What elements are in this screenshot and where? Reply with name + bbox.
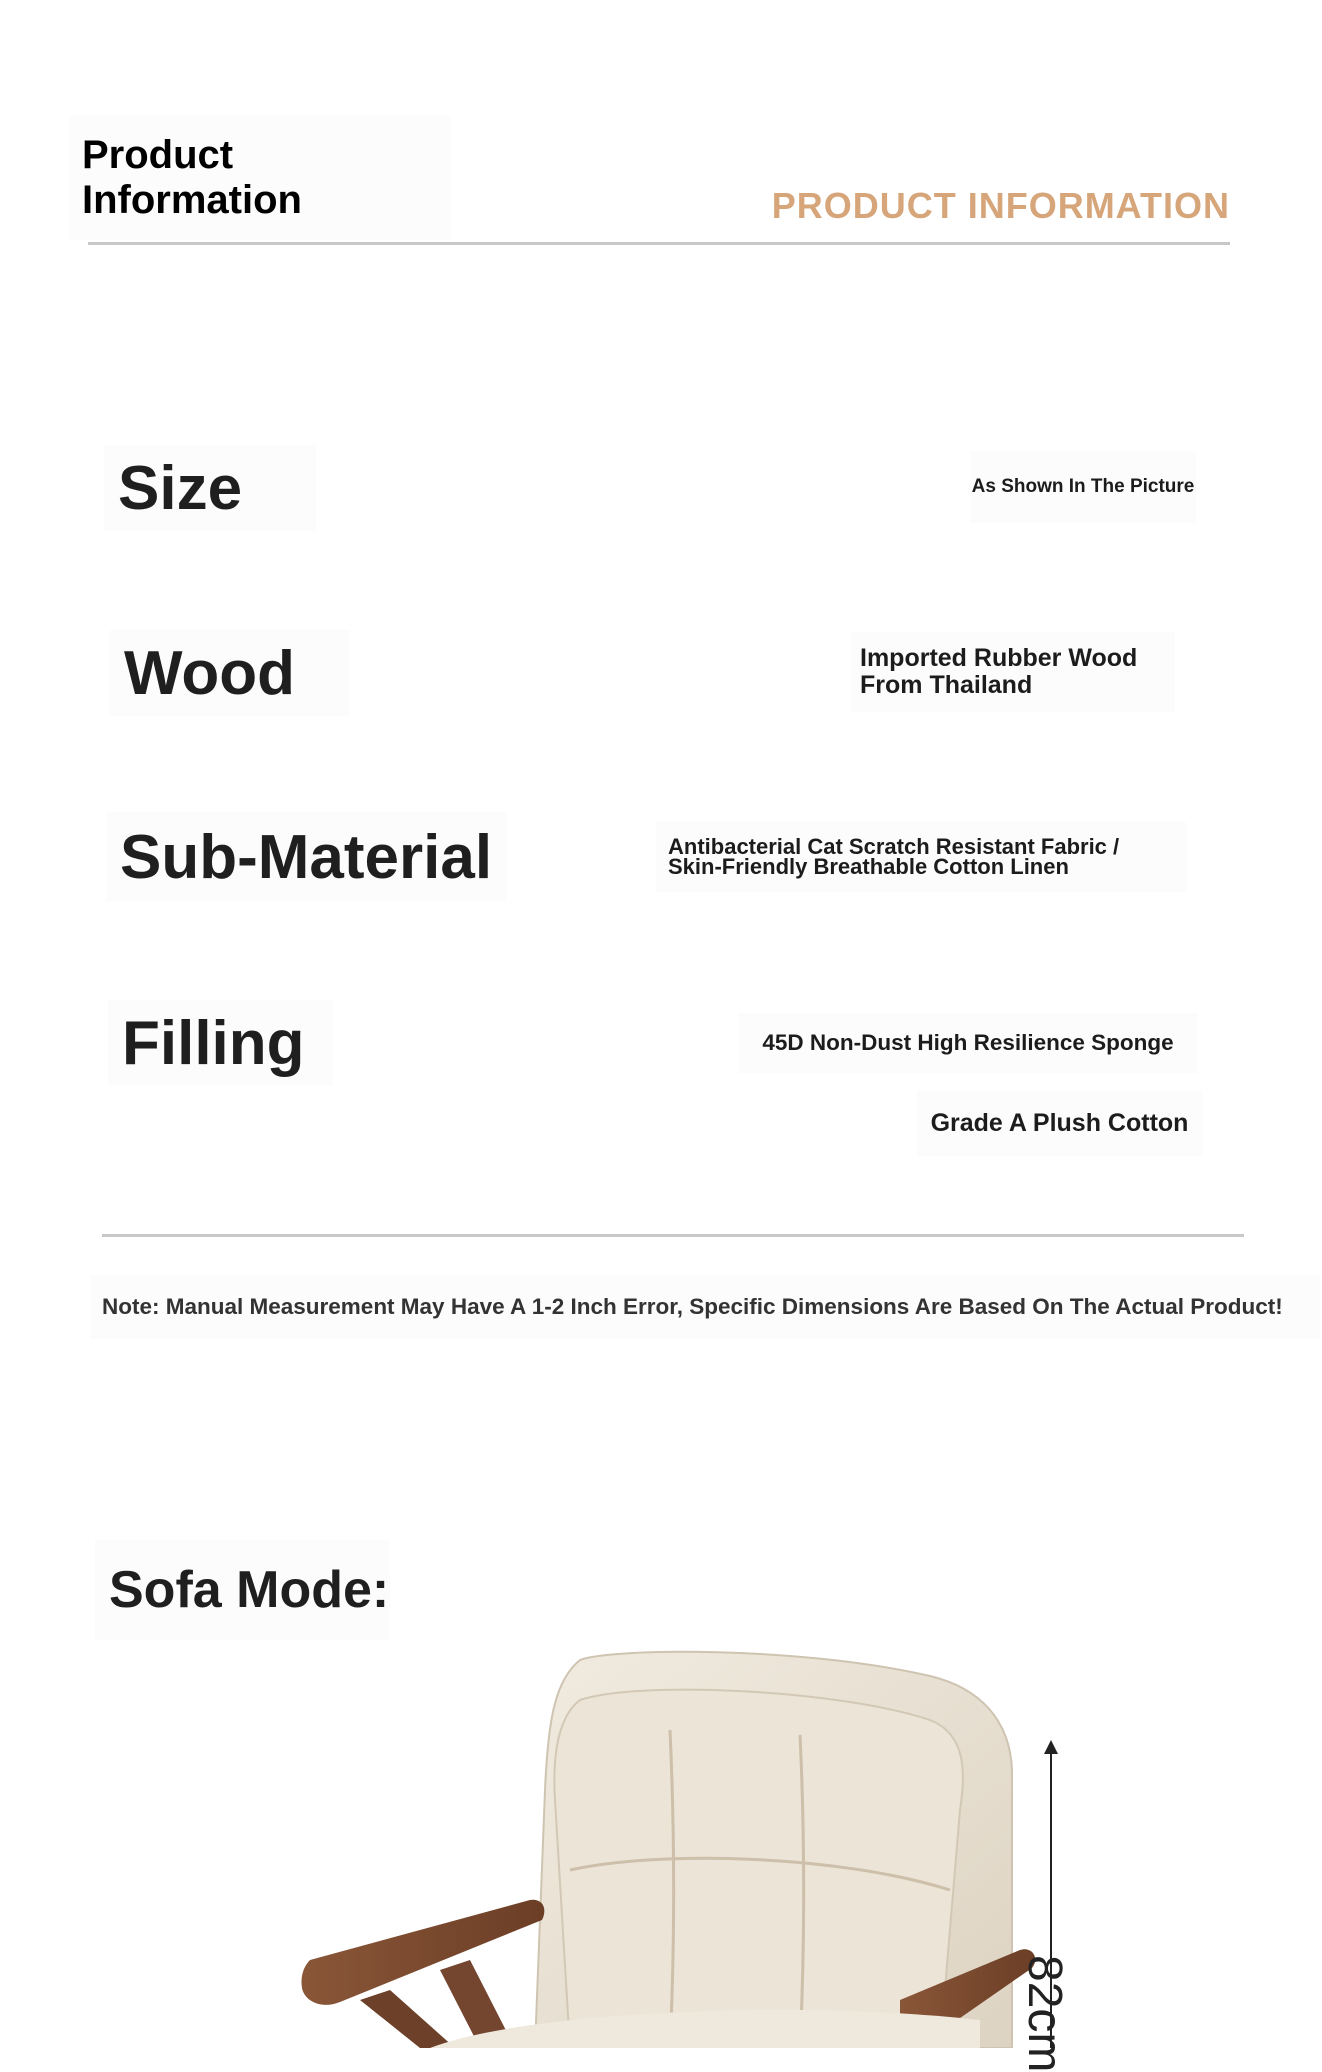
spec-label-wood: Wood bbox=[110, 630, 350, 716]
page-title-en: PRODUCT INFORMATION bbox=[771, 185, 1230, 226]
arrow-up-icon bbox=[1044, 1740, 1058, 1754]
measurement-note: Note: Manual Measurement May Have A 1-2 Inch Error, Specific Dimensions Are Based On The Actual Product! bbox=[90, 1275, 1320, 1339]
spec-value-filling-1 bbox=[738, 1013, 1198, 1073]
spec-label-submaterial: Sub-Material bbox=[106, 812, 506, 902]
spec-value-filling-line2: Grade A Plush Cotton bbox=[930, 1108, 1189, 1137]
sofa-mode-label: Sofa Mode: bbox=[95, 1540, 390, 1640]
specs-divider bbox=[102, 1234, 1244, 1237]
spec-value-filling-line1: 45D Non-Dust High Resilience Sponge bbox=[762, 1030, 1174, 1055]
spec-value-submaterial-line1: Antibacterial Cat Scratch Resistant Fabric / bbox=[668, 834, 1120, 859]
spec-label-filling: Filling bbox=[108, 1000, 333, 1086]
spec-value-submaterial-line2: Skin-Friendly Breathable Cotton Linen bbox=[668, 854, 1069, 879]
spec-value-size bbox=[970, 451, 1196, 523]
spec-value-submaterial bbox=[656, 822, 1186, 892]
header-divider bbox=[88, 242, 1230, 245]
spec-label-size: Size bbox=[104, 445, 316, 531]
page-title: Product Information bbox=[70, 115, 450, 240]
spec-value-wood-line1: Imported Rubber Wood bbox=[860, 644, 1138, 672]
spec-value-filling-2 bbox=[917, 1090, 1202, 1156]
spec-value-wood-line2: From Thailand bbox=[860, 671, 1033, 699]
spec-value-size-line1: As Shown In The Picture bbox=[971, 476, 1195, 497]
height-dimension-label: 82cm bbox=[1018, 1955, 1071, 2072]
spec-value-wood bbox=[850, 632, 1175, 712]
